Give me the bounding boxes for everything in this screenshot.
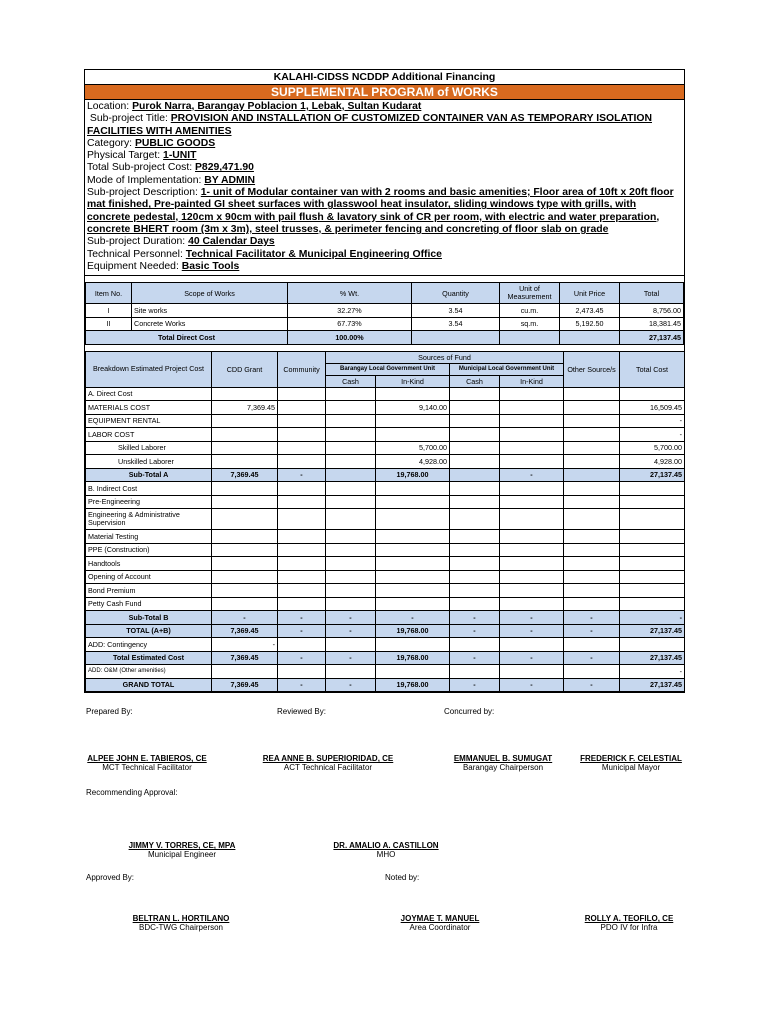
signatory-9: ROLLY A. TEOFILO, CE PDO IV for Infra [584, 914, 674, 932]
concurred-by-label: Concurred by: [444, 707, 495, 716]
col-blgu-inkind: In-Kind [376, 375, 450, 387]
signatory-8: JOYMAE T. MANUEL Area Coordinator [400, 914, 480, 932]
signatory-1: ALPEE JOHN E. TABIEROS, CE MCT Technical Facilitator [87, 754, 207, 772]
info-total-cost: Total Sub-project Cost: P829,471.90 [87, 162, 254, 174]
col-blgu: Barangay Local Government Unit [326, 363, 450, 375]
approved-by-label: Approved By: [86, 873, 135, 882]
signatory-5: JIMMY V. TORRES, CE, MPA Municipal Engineer [128, 841, 236, 859]
table-row: Engineering & Administrative Supervision [86, 509, 685, 530]
table-row: Sub-Total B - - - - - - - - [86, 611, 685, 625]
header-document-title: SUPPLEMENTAL PROGRAM of WORKS [85, 85, 684, 100]
info-description: Sub-project Description: 1- unit of Modular container van with 2 rooms and basic amenities; Floor area of 10ft x 20ft floor mat finished, Pre-painted GI sheet surfaces with glasswool heat insulator, sliding windows type with grills, with concrete pedestal, 120cm x 90cm with pail flush & lavatory sink of CR per room, with electric and water preparation, concrete BHERT room (3m x 3m), steel trusses, & perimeter fencing and concreting of floor slab on grade [87, 187, 674, 235]
col-total: Total [620, 283, 684, 304]
info-location: Location: Purok Narra, Barangay Poblacion 1, Lebak, Sultan Kudarat [87, 101, 422, 112]
table-row: Petty Cash Fund [86, 597, 685, 611]
table-row: II Concrete Works 67.73% 3.54 sq.m. 5,192.50 18,381.45 [86, 317, 684, 331]
table-row: Pre-Engineering [86, 495, 685, 509]
col-unit-price: Unit Price [560, 283, 620, 304]
table-row: MATERIALS COST 7,369.45 9,140.00 16,509.45 [86, 401, 685, 415]
signatory-4: FREDERICK F. CELESTIAL Municipal Mayor [580, 754, 682, 772]
col-wt: % Wt. [288, 283, 412, 304]
col-item-no: Item No. [86, 283, 132, 304]
col-cdd-grant: CDD Grant [212, 351, 278, 387]
table-row: PPE (Construction) [86, 543, 685, 557]
col-community: Community [278, 351, 326, 387]
signatory-6: DR. AMALIO A. CASTILLON MHO [333, 841, 439, 859]
signatory-7: BELTRAN L. HORTILANO BDC-TWG Chairperson [132, 914, 230, 932]
info-physical-target: Physical Target: 1-UNIT [87, 150, 197, 162]
cost-breakdown-table [85, 351, 685, 693]
table-row: B. Indirect Cost [86, 482, 685, 496]
info-equipment: Equipment Needed: Basic Tools [87, 260, 240, 272]
table-row: Unskilled Laborer 4,928.00 4,928.00 [86, 455, 685, 469]
table-row: LABOR COST - [86, 428, 685, 442]
scope-of-works-table [85, 282, 684, 345]
total-direct-cost-row: Total Direct Cost 100.00% 27,137.45 [86, 331, 684, 345]
table-row: Opening of Account [86, 570, 685, 584]
col-quantity: Quantity [412, 283, 500, 304]
table-row: Material Testing [86, 530, 685, 544]
info-personnel: Technical Personnel: Technical Facilitator & Municipal Engineering Office [87, 248, 442, 260]
col-unit: Unit of Measurement [500, 283, 560, 304]
table-row: TOTAL (A+B) 7,369.45 - - 19,768.00 - - - 27,137.45 [86, 624, 685, 638]
recommending-approval-label: Recommending Approval: [86, 788, 178, 797]
reviewed-by-label: Reviewed By: [277, 707, 326, 716]
table-row: EQUIPMENT RENTAL - [86, 414, 685, 428]
table-row: Sub-Total A 7,369.45 - 19,768.00 - 27,137.45 [86, 468, 685, 482]
col-sources-of-fund: Sources of Fund [326, 351, 564, 363]
col-other-sources: Other Source/s [564, 351, 620, 387]
table-row: Skilled Laborer 5,700.00 5,700.00 [86, 441, 685, 455]
col-total-cost: Total Cost [620, 351, 685, 387]
col-blgu-cash: Cash [326, 375, 376, 387]
col-breakdown: Breakdown Estimated Project Cost [86, 351, 212, 387]
table-row: ADD: Contingency - [86, 638, 685, 652]
header-program-name: KALAHI-CIDSS NCDDP Additional Financing [85, 70, 684, 85]
prepared-by-label: Prepared By: [86, 707, 133, 716]
info-category: Category: PUBLIC GOODS [87, 137, 216, 149]
table-row: ADD: O&M (Other amenities) - [86, 665, 685, 679]
table-row: I Site works 32.27% 3.54 cu.m. 2,473.45 8,756.00 [86, 304, 684, 318]
signatory-2: REA ANNE B. SUPERIORIDAD, CE ACT Technical Facilitator [262, 754, 394, 772]
col-scope: Scope of Works [132, 283, 288, 304]
table-row: Handtools [86, 557, 685, 571]
table-row: Bond Premium [86, 584, 685, 598]
info-title: Sub-project Title: PROVISION AND INSTALLATION OF CUSTOMIZED CONTAINER VAN AS TEMPORARY ISOLATION FACILITIES WITH AMENITIES [87, 113, 652, 137]
table-row: Total Estimated Cost 7,369.45 - - 19,768.00 - - - 27,137.45 [86, 651, 685, 665]
signatory-3: EMMANUEL B. SUMUGAT Barangay Chairperson [453, 754, 553, 772]
program-of-works-sheet [84, 69, 685, 693]
scope-header-row [86, 283, 684, 304]
col-mlgu-inkind: In-Kind [500, 375, 564, 387]
table-row: A. Direct Cost [86, 387, 685, 401]
table-row: GRAND TOTAL 7,369.45 - - 19,768.00 - - - 27,137.45 [86, 678, 685, 692]
info-mode: Mode of Implementation: BY ADMIN [87, 174, 256, 186]
col-mlgu: Municipal Local Government Unit [450, 363, 564, 375]
cost-breakdown-body [86, 387, 685, 692]
info-duration: Sub-project Duration: 40 Calendar Days [87, 236, 275, 248]
subproject-info [85, 100, 684, 276]
col-mlgu-cash: Cash [450, 375, 500, 387]
noted-by-label: Noted by: [385, 873, 420, 882]
